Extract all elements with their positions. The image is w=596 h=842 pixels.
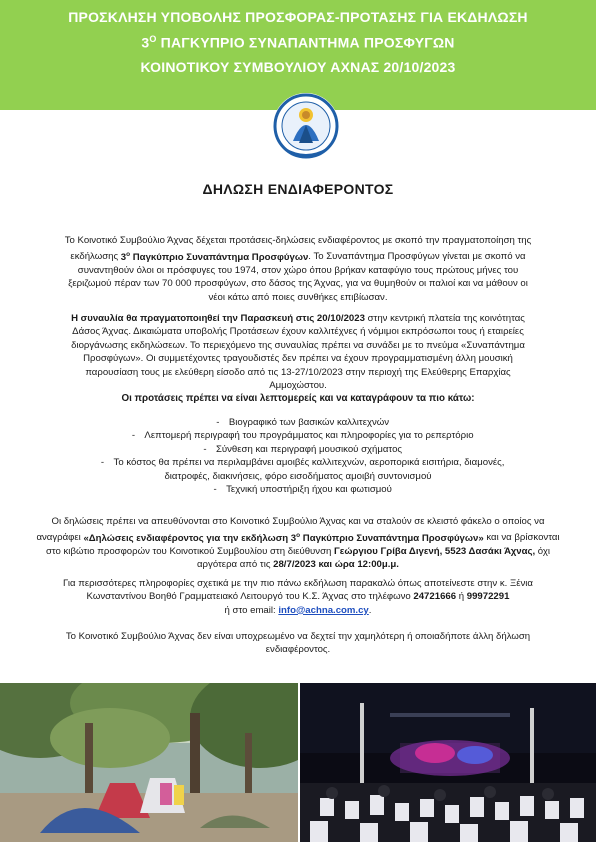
list-item bbox=[78, 483, 518, 496]
community-seal-icon bbox=[271, 91, 341, 161]
forest-camp-photo bbox=[0, 683, 298, 842]
contact-or: ή bbox=[456, 591, 467, 603]
list-item-text: Βιογραφικό των βασικών καλλιτεχνών bbox=[228, 417, 390, 428]
intro-text: Το Κοινοτικό Συμβούλιο Άχνας δέχεται προτάσεις-δηλώσεις ενδιαφέροντος με σκοπό την πραγματοποίηση της εκδήλωσης bbox=[64, 235, 532, 263]
contact-paragraph bbox=[44, 577, 552, 617]
requirements-list bbox=[78, 416, 518, 496]
intro-paragraph bbox=[62, 234, 534, 304]
submission-text-cont: και να βρίσκονται στο κιβώτιο προσφορών του Κοινοτικού Συμβουλίου στη διεύθυνση bbox=[45, 532, 560, 557]
concert-text: στην κεντρική πλατεία της κοινότητας Δάσος Άχνας. Δικαιώματα υποβολής Προτάσεων έχουν καλλιτέχνες ή νόμιμοι εκπρόσωποι τους ή εταιρείες διοργάνωσης εκδηλώσεων. Το περιεχόμενο της συναυλίας πρέπει να συνάδει με το πνεύμα «Συναπάντημα Προσφύγων». Οι συμμετέχοντες τραγουδιστές δεν πρέπει να έχουν προγραμματισμένη άλλη μουσική παρουσίαση τους με ελεύθερη είσοδο από τις 13-27/10/2023 στην περιοχή της Ελεύθερης Επαρχίας Αμμοχώστου. bbox=[71, 313, 525, 392]
email-suffix: . bbox=[368, 604, 372, 616]
list-dash: - bbox=[203, 443, 207, 455]
address: Γεώργιου Γρίβα Διγενή, 5523 Δασάκι Άχνας, bbox=[334, 546, 536, 557]
list-item bbox=[78, 429, 518, 442]
page-title: ΔΗΛΩΣΗ ΕΝΔΙΑΦΕΡΟΝΤΟΣ bbox=[202, 181, 394, 197]
intro-text-cont: . Το Συναπάντημα Προσφύγων γίνεται με σκοπό να συναντηθούν όλοι οι πρόσφυγες του 1974, στον χώρο όπου βρήκαν καταφύγιο τους πρώτους μήνες του ξεριζωμού πέραν των 70 000 προσφύγων, στο δάσος της Άχνας, για να θυμηθούν οι παλιοί και να μάθουν οι νέοι κάτω από ποιες συνθήκες επιβίωσαν. bbox=[68, 251, 528, 303]
event-number: 3 bbox=[120, 251, 127, 263]
night-concert-photo bbox=[300, 683, 596, 842]
list-dash: - bbox=[213, 484, 217, 496]
list-item bbox=[78, 456, 518, 469]
list-item bbox=[78, 416, 518, 429]
event-name: Παγκύπριο Συναπάντημα Προσφύγων bbox=[130, 251, 309, 263]
list-dash: - bbox=[100, 457, 105, 469]
envelope-label: «Δηλώσεις ενδιαφέροντος για την εκδήλωση 3 bbox=[83, 532, 297, 544]
header-line-2-text: ΠΑΓΚΥΠΡΙΟ ΣΥΝΑΠΑΝΤΗΜΑ ΠΡΟΣΦΥΓΩΝ bbox=[156, 34, 455, 51]
list-item-continuation: διατροφές, διακινήσεις, φόρο εισοδήματος αμοιβή συντονισμού bbox=[164, 470, 432, 482]
email-prefix: ή στο email: bbox=[224, 604, 279, 616]
submission-paragraph bbox=[30, 515, 566, 572]
envelope-label-sup: ο bbox=[296, 531, 301, 539]
deadline: 28/7/2023 και ώρα 12:00μ.μ. bbox=[273, 559, 399, 571]
list-item-text: Τεχνική υποστήριξη ήχου και φωτισμού bbox=[226, 484, 392, 496]
list-item-text: Σύνθεση και περιγραφή μουσικού σχήματος bbox=[215, 443, 403, 455]
list-dash: - bbox=[216, 417, 220, 428]
list-dash: - bbox=[131, 430, 136, 442]
envelope-label-cont: Παγκύπριο Συναπάντημα Προσφύγων» bbox=[300, 532, 484, 544]
phone-number-1: 24721666 bbox=[413, 591, 457, 603]
list-item-text: Το κόστος θα πρέπει να περιλαμβάνει αμοιβές καλλιτεχνών, αεροπορικά εισιτήρια, διαμονές, bbox=[113, 457, 505, 469]
concert-date: Η συναυλία θα πραγματοποιηθεί την Παρασκευή στις 20/10/2023 bbox=[71, 313, 365, 324]
phone-number-2: 99972291 bbox=[466, 591, 510, 603]
concert-paragraph bbox=[62, 312, 534, 392]
deadline-prefix: όχι αργότερα από τις bbox=[197, 546, 551, 571]
contact-text: Για περισσότερες πληροφορίες σχετικά με την πιο πάνω εκδήλωση παρακαλώ όπως αποτείνεστε στην κ. Ξένια Κωνσταντίνου Βοηθό Γραμματειακό Λειτουργό του Κ.Σ. Άχνας στο τηλέφωνο bbox=[63, 578, 533, 603]
header-line-2 bbox=[0, 34, 596, 51]
header-line-3: ΚΟΙΝΟΤΙΚΟΥ ΣΥΜΒΟΥΛΙΟΥ ΑΧΝΑΣ 20/10/2023 bbox=[140, 59, 456, 75]
header-line-2-number: 3 bbox=[141, 34, 150, 51]
list-item-text: Λεπτομερή περιγραφή του προγράμματος και πληροφορίες για το ρεπερτόριο bbox=[144, 430, 474, 442]
disclaimer-paragraph: Το Κοινοτικό Συμβούλιο Άχνας δεν είναι υποχρεωμένο να δεχτεί την χαμηλότερη ή οποιαδήποτε άλλη δήλωση ενδιαφέροντος. bbox=[65, 631, 531, 656]
header-line-2-superscript: Ο bbox=[149, 34, 157, 44]
event-number-sup: ο bbox=[126, 250, 131, 258]
email-link[interactable]: info@achna.com.cy bbox=[278, 604, 369, 616]
requirements-heading: Οι προτάσεις πρέπει να είναι λεπτομερείς και να καταγράφουν τα πιο κάτω: bbox=[121, 393, 475, 404]
header-line-1: ΠΡΟΣΚΛΗΣΗ ΥΠΟΒΟΛΗΣ ΠΡΟΣΦΟΡΑΣ-ΠΡΟΤΑΣΗΣ ΓΙΑ ΕΚΔΗΛΩΣΗ bbox=[68, 9, 528, 25]
list-item bbox=[78, 443, 518, 456]
submission-text: Οι δηλώσεις πρέπει να απευθύνονται στο Κοινοτικό Συμβούλιο Άχνας και να σταλούν σε κλειστό φάκελο ο οποίος να αναγράφει bbox=[36, 516, 545, 544]
